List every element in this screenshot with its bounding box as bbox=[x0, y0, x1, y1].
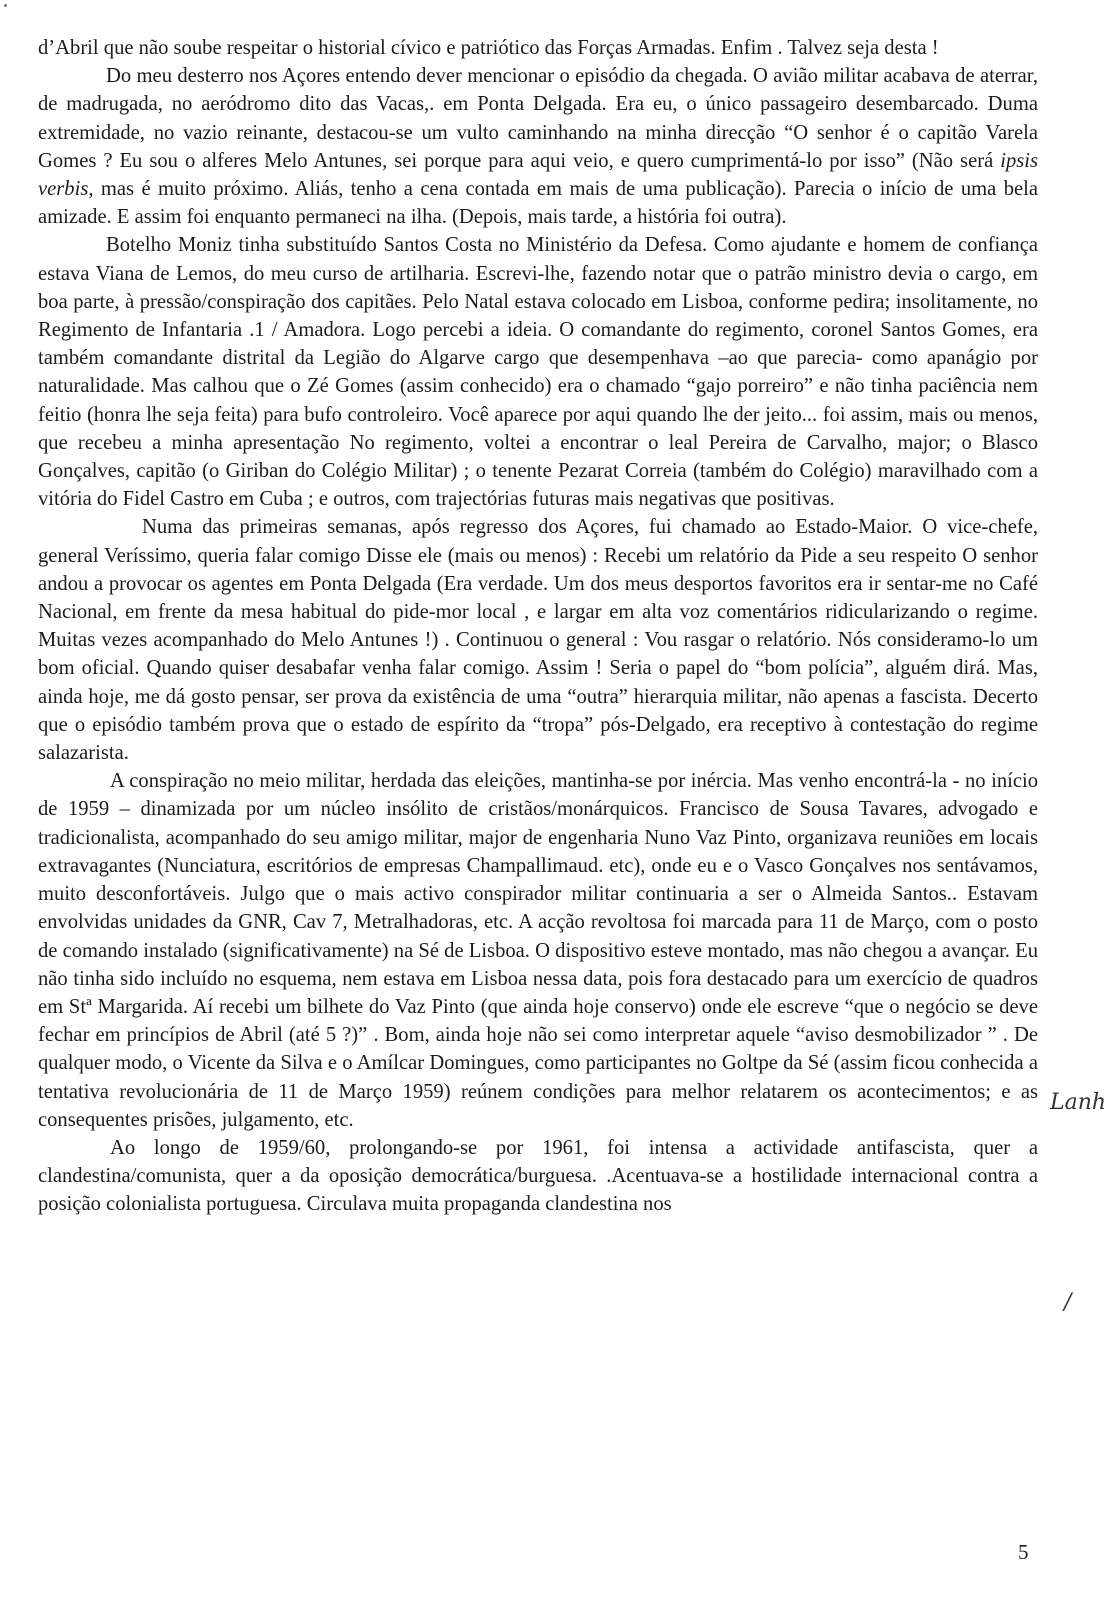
paragraph-6: Ao longo de 1959/60, prolongando-se por 1961, foi intensa a actividade antifascista, quer a clandestina/comunista, quer a da oposição democrática/burguesa. .Acentuava-se a hostilidade internacional contra a posição colonialista portuguesa. Circulava muita propaganda clandestina nos bbox=[38, 1136, 1038, 1216]
page-number: 5 bbox=[1018, 1540, 1029, 1564]
margin-note-mark: / bbox=[1064, 1290, 1072, 1315]
scan-speck bbox=[4, 4, 7, 7]
paragraph-3: Botelho Moniz tinha substituído Santos Costa no Ministério da Defesa. Como ajudante e homem de confiança estava Viana de Lemos, do meu curso de artilharia. Escrevi-lhe, fazendo notar que o patrão ministro devia o cargo, em boa parte, à pressão/conspiração dos capitães. Pelo Natal estava colocado em Lisboa, conforme pedira; insolitamente, no Regimento de Infantaria .1 / Amadora. Logo percebi a ideia. O comandante do regimento, coronel Santos Gomes, era também comandante distrital da Legião do Algarve cargo que desempenhava –ao que parecia- como apanágio por naturalidade. Mas calhou que o Zé Gomes (assim conhecido) era o chamado “gajo porreiro” e não tinha paciência nem feitio (honra lhe seja feita) para bufo controleiro. Você aparece por aqui quando lhe der jeito... foi assim, mais ou menos, que recebeu a minha apresentação No regimento, voltei a encontrar o leal Pereira de Carvalho, major; o Blasco Gonçalves, capitão (o Giriban do Colégio Militar) ; o tenente Pezarat Correia (também do Colégio) maravilhado com a vitória do Fidel Castro em Cuba ; e outros, com trajectórias futuras mais negativas que positivas. bbox=[38, 234, 1038, 511]
document-page bbox=[38, 34, 1038, 1219]
italic-phrase: ipsis verbis bbox=[38, 149, 1038, 201]
paragraph-2: Do meu desterro nos Açores entendo dever mencionar o episódio da chegada. O avião militar acabava de aterrar, de madrugada, no aeródromo dito das Vacas,. em Ponta Delgada. Era eu, o único passageiro desembarcado. Duma extremidade, no vazio reinante, destacou-se um vulto caminhando na minha direcção “O senhor é o capitão Varela Gomes ? Eu sou o alferes Melo Antunes, sei porque para aqui veio, e quero cumprimentá-lo por isso” (Não será ipsis verbis, mas é muito próximo. Aliás, tenho a cena contada em mais de uma publicação). Parecia o início de uma bela amizade. E assim foi enquanto permaneci na ilha. (Depois, mais tarde, a história foi outra). bbox=[38, 65, 1038, 229]
paragraph-1: d’Abril que não soube respeitar o historial cívico e patriótico das Forças Armadas. Enfim . Talvez seja desta ! bbox=[38, 37, 939, 59]
paragraph-4: Numa das primeiras semanas, após regresso dos Açores, fui chamado ao Estado-Maior. O vice-chefe, general Veríssimo, queria falar comigo Disse ele (mais ou menos) : Recebi um relatório da Pide a seu respeito O senhor andou a provocar os agentes em Ponta Delgada (Era verdade. Um dos meus desportos favoritos era ir sentar-me no Café Nacional, em frente da mesa habitual do pide-mor local , e largar em alta voz comentários ridicularizando o regime. Muitas vezes acompanhado do Melo Antunes !) . Continuou o general : Vou rasgar o relatório. Nós consideramo-lo um bom oficial. Quando quiser desabafar venha falar comigo. Assim ! Seria o papel do “bom polícia”, alguém dirá. Mas, ainda hoje, me dá gosto pensar, ser prova da existência de uma “outra” hierarquia militar, não apenas a fascista. Decerto que o episódio também prova que o estado de espírito da “tropa” pós-Delgado, era receptivo à contestação do regime salazarista. bbox=[38, 516, 1038, 765]
paragraph-5: A conspiração no meio militar, herdada das eleições, mantinha-se por inércia. Mas venho encontrá-la - no início de 1959 – dinamizada por um núcleo insólito de cristãos/monárquicos. Francisco de Sousa Tavares, advogado e tradicionalista, acompanhado do seu amigo militar, major de engenharia Nuno Vaz Pinto, organizava reuniões em locais extravagantes (Nunciatura, escritórios de empresas Champallimaud. etc), onde eu e o Vasco Gonçalves nos sentávamos, muito desconfortáveis. Julgo que o mais activo conspirador militar continuaria a ser o Almeida Santos.. Estavam envolvidas unidades da GNR, Cav 7, Metralhadoras, etc. A acção revoltosa foi marcada para 11 de Março, com o posto de comando instalado (significativamente) na Sé de Lisboa. O dispositivo esteve montado, mas não chegou a avançar. Eu não tinha sido incluído no esquema, nem estava em Lisboa nessa data, pois fora destacado para um exercício de quadros em Stª Margarida. Aí recebi um bilhete do Vaz Pinto (que ainda hoje conservo) onde ele escreve “que o negócio se deve fechar em princípios de Abril (até 5 ?)” . Bom, ainda hoje não sei como interpretar aquele “aviso desmobilizador ” . De qualquer modo, o Vicente da Silva e o Amílcar Domingues, como participantes no Goltpe da Sé (assim ficou conhecida a tentativa revolucionária de 11 de Março 1959) reúnem condições para melhor relatarem os acontecimentos; e as consequentes prisões, julgamento, etc. bbox=[38, 770, 1038, 1131]
margin-note-handwritten: Lanh bbox=[1050, 1090, 1107, 1115]
